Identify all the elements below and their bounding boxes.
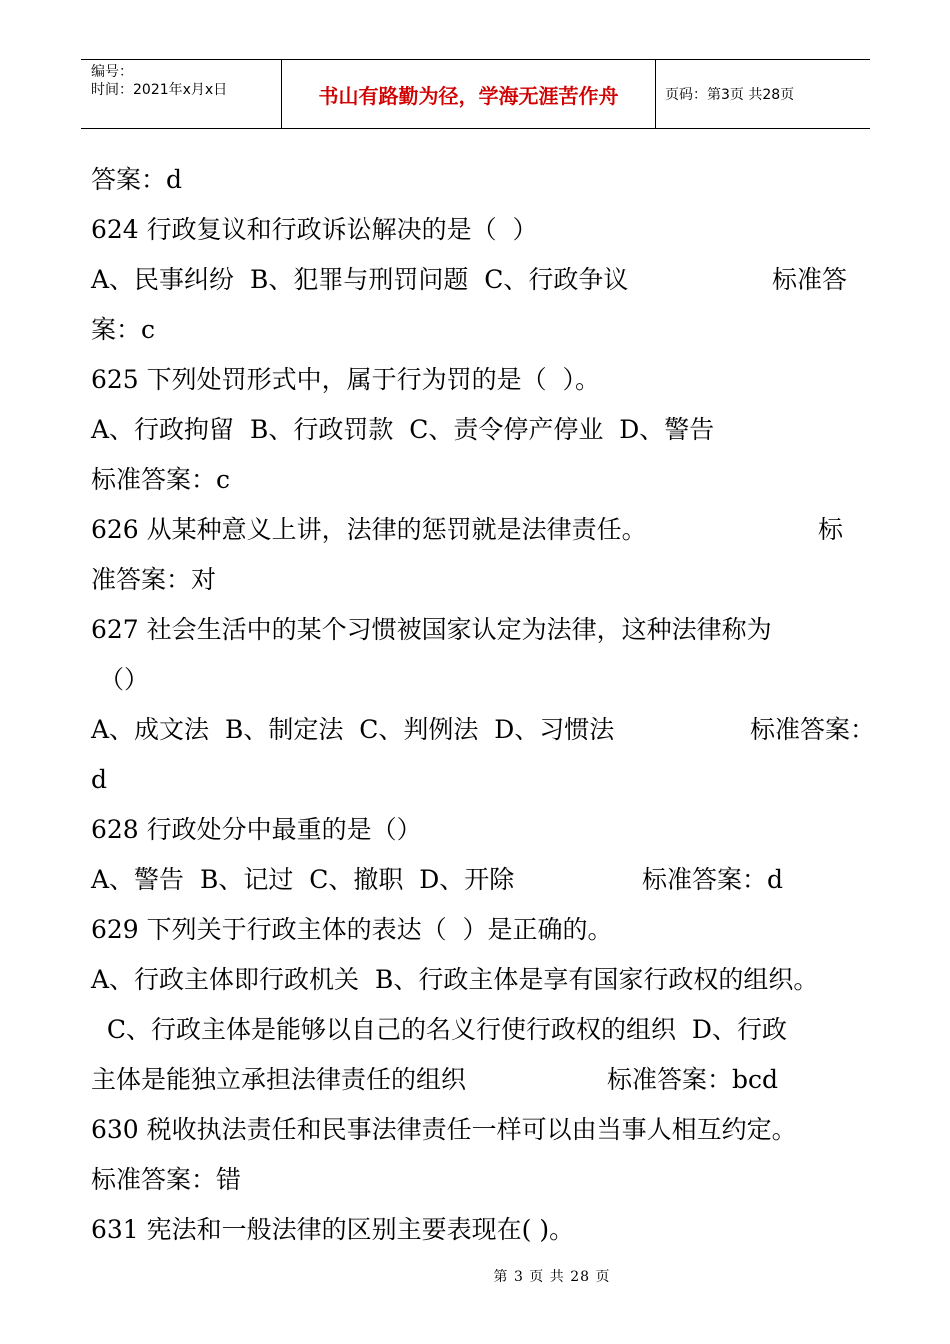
- line-text: C、行政主体是能够以自己的名义行使行政权的组织 D、行政: [91, 1015, 787, 1044]
- line-text: A、警告 B、记过 C、撤职 D、开除: [91, 865, 515, 894]
- document-body: [91, 155, 881, 1255]
- options-line: [91, 955, 881, 1005]
- line-text: 631 宪法和一般法律的区别主要表现在( )。: [91, 1215, 575, 1244]
- question-line: [91, 905, 881, 955]
- line-text: 案：c: [91, 315, 156, 344]
- question-line: [91, 355, 881, 405]
- footer-page-number: 第 3 页 共 28 页: [493, 1269, 611, 1285]
- options-line: [91, 405, 881, 455]
- line-text: 630 税收执法责任和民事法律责任一样可以由当事人相互约定。: [91, 1115, 797, 1144]
- line-text: 准答案：对: [91, 565, 217, 594]
- document-number-label: 编号：: [91, 64, 133, 80]
- line-text: A、行政拘留 B、行政罚款 C、责令停产停业 D、警告: [91, 415, 715, 444]
- answer-label: 标准答案：: [750, 715, 876, 744]
- page-info-text: 页码：第3页 共28页: [665, 87, 795, 103]
- line-text: 625 下列处罚形式中，属于行为罚的是（ ）。: [91, 365, 601, 394]
- line-text: 629 下列关于行政主体的表达（ ）是正确的。: [91, 915, 613, 944]
- text-line: [91, 1155, 881, 1205]
- line-text: 标准答案：c: [91, 465, 231, 494]
- options-line: [91, 1055, 881, 1105]
- text-line: [91, 305, 881, 355]
- header-motto: [282, 60, 656, 128]
- header-meta: [81, 60, 282, 128]
- line-text: 624 行政复议和行政诉讼解决的是（ ）: [91, 215, 538, 244]
- question-line: [91, 1105, 881, 1155]
- options-line: [91, 1005, 881, 1055]
- text-line: [91, 755, 881, 805]
- motto-text: 书山有路勤为径，学海无涯苦作舟: [318, 83, 619, 108]
- question-line: [91, 1205, 881, 1255]
- question-line: [91, 605, 881, 655]
- answer-label: 标准答案：bcd: [607, 1065, 779, 1094]
- line-text: 答案：d: [91, 165, 183, 194]
- question-line: [91, 805, 881, 855]
- options-line: [91, 705, 881, 755]
- text-line: [91, 155, 881, 205]
- question-line: [91, 505, 881, 555]
- line-text: 标准答案：错: [91, 1165, 242, 1194]
- answer-label: 标: [818, 515, 844, 544]
- text-line: [91, 655, 881, 705]
- document-header: [81, 59, 870, 129]
- line-text: 628 行政处分中最重的是（）: [91, 815, 422, 844]
- line-text: （）: [91, 665, 149, 694]
- line-text: A、行政主体即行政机关 B、行政主体是享有国家行政权的组织。: [91, 965, 819, 994]
- text-line: [91, 555, 881, 605]
- question-line: [91, 205, 881, 255]
- line-text: d: [91, 765, 108, 794]
- line-text: A、成文法 B、制定法 C、判例法 D、习惯法: [91, 715, 615, 744]
- page-footer: [0, 1266, 950, 1286]
- line-text: A、民事纠纷 B、犯罪与刑罚问题 C、行政争议: [91, 265, 629, 294]
- text-line: [91, 455, 881, 505]
- line-text: 主体是能独立承担法律责任的组织: [91, 1065, 467, 1094]
- answer-label: 标准答案：d: [642, 865, 784, 894]
- document-date-label: 时间：2021年x月x日: [91, 82, 228, 98]
- line-text: 626 从某种意义上讲，法律的惩罚就是法律责任。: [91, 515, 647, 544]
- options-line: [91, 255, 881, 305]
- options-line: [91, 855, 881, 905]
- line-text: 627 社会生活中的某个习惯被国家认定为法律，这种法律称为: [91, 615, 772, 644]
- answer-label: 标准答: [772, 265, 848, 294]
- header-page-info: [656, 60, 870, 128]
